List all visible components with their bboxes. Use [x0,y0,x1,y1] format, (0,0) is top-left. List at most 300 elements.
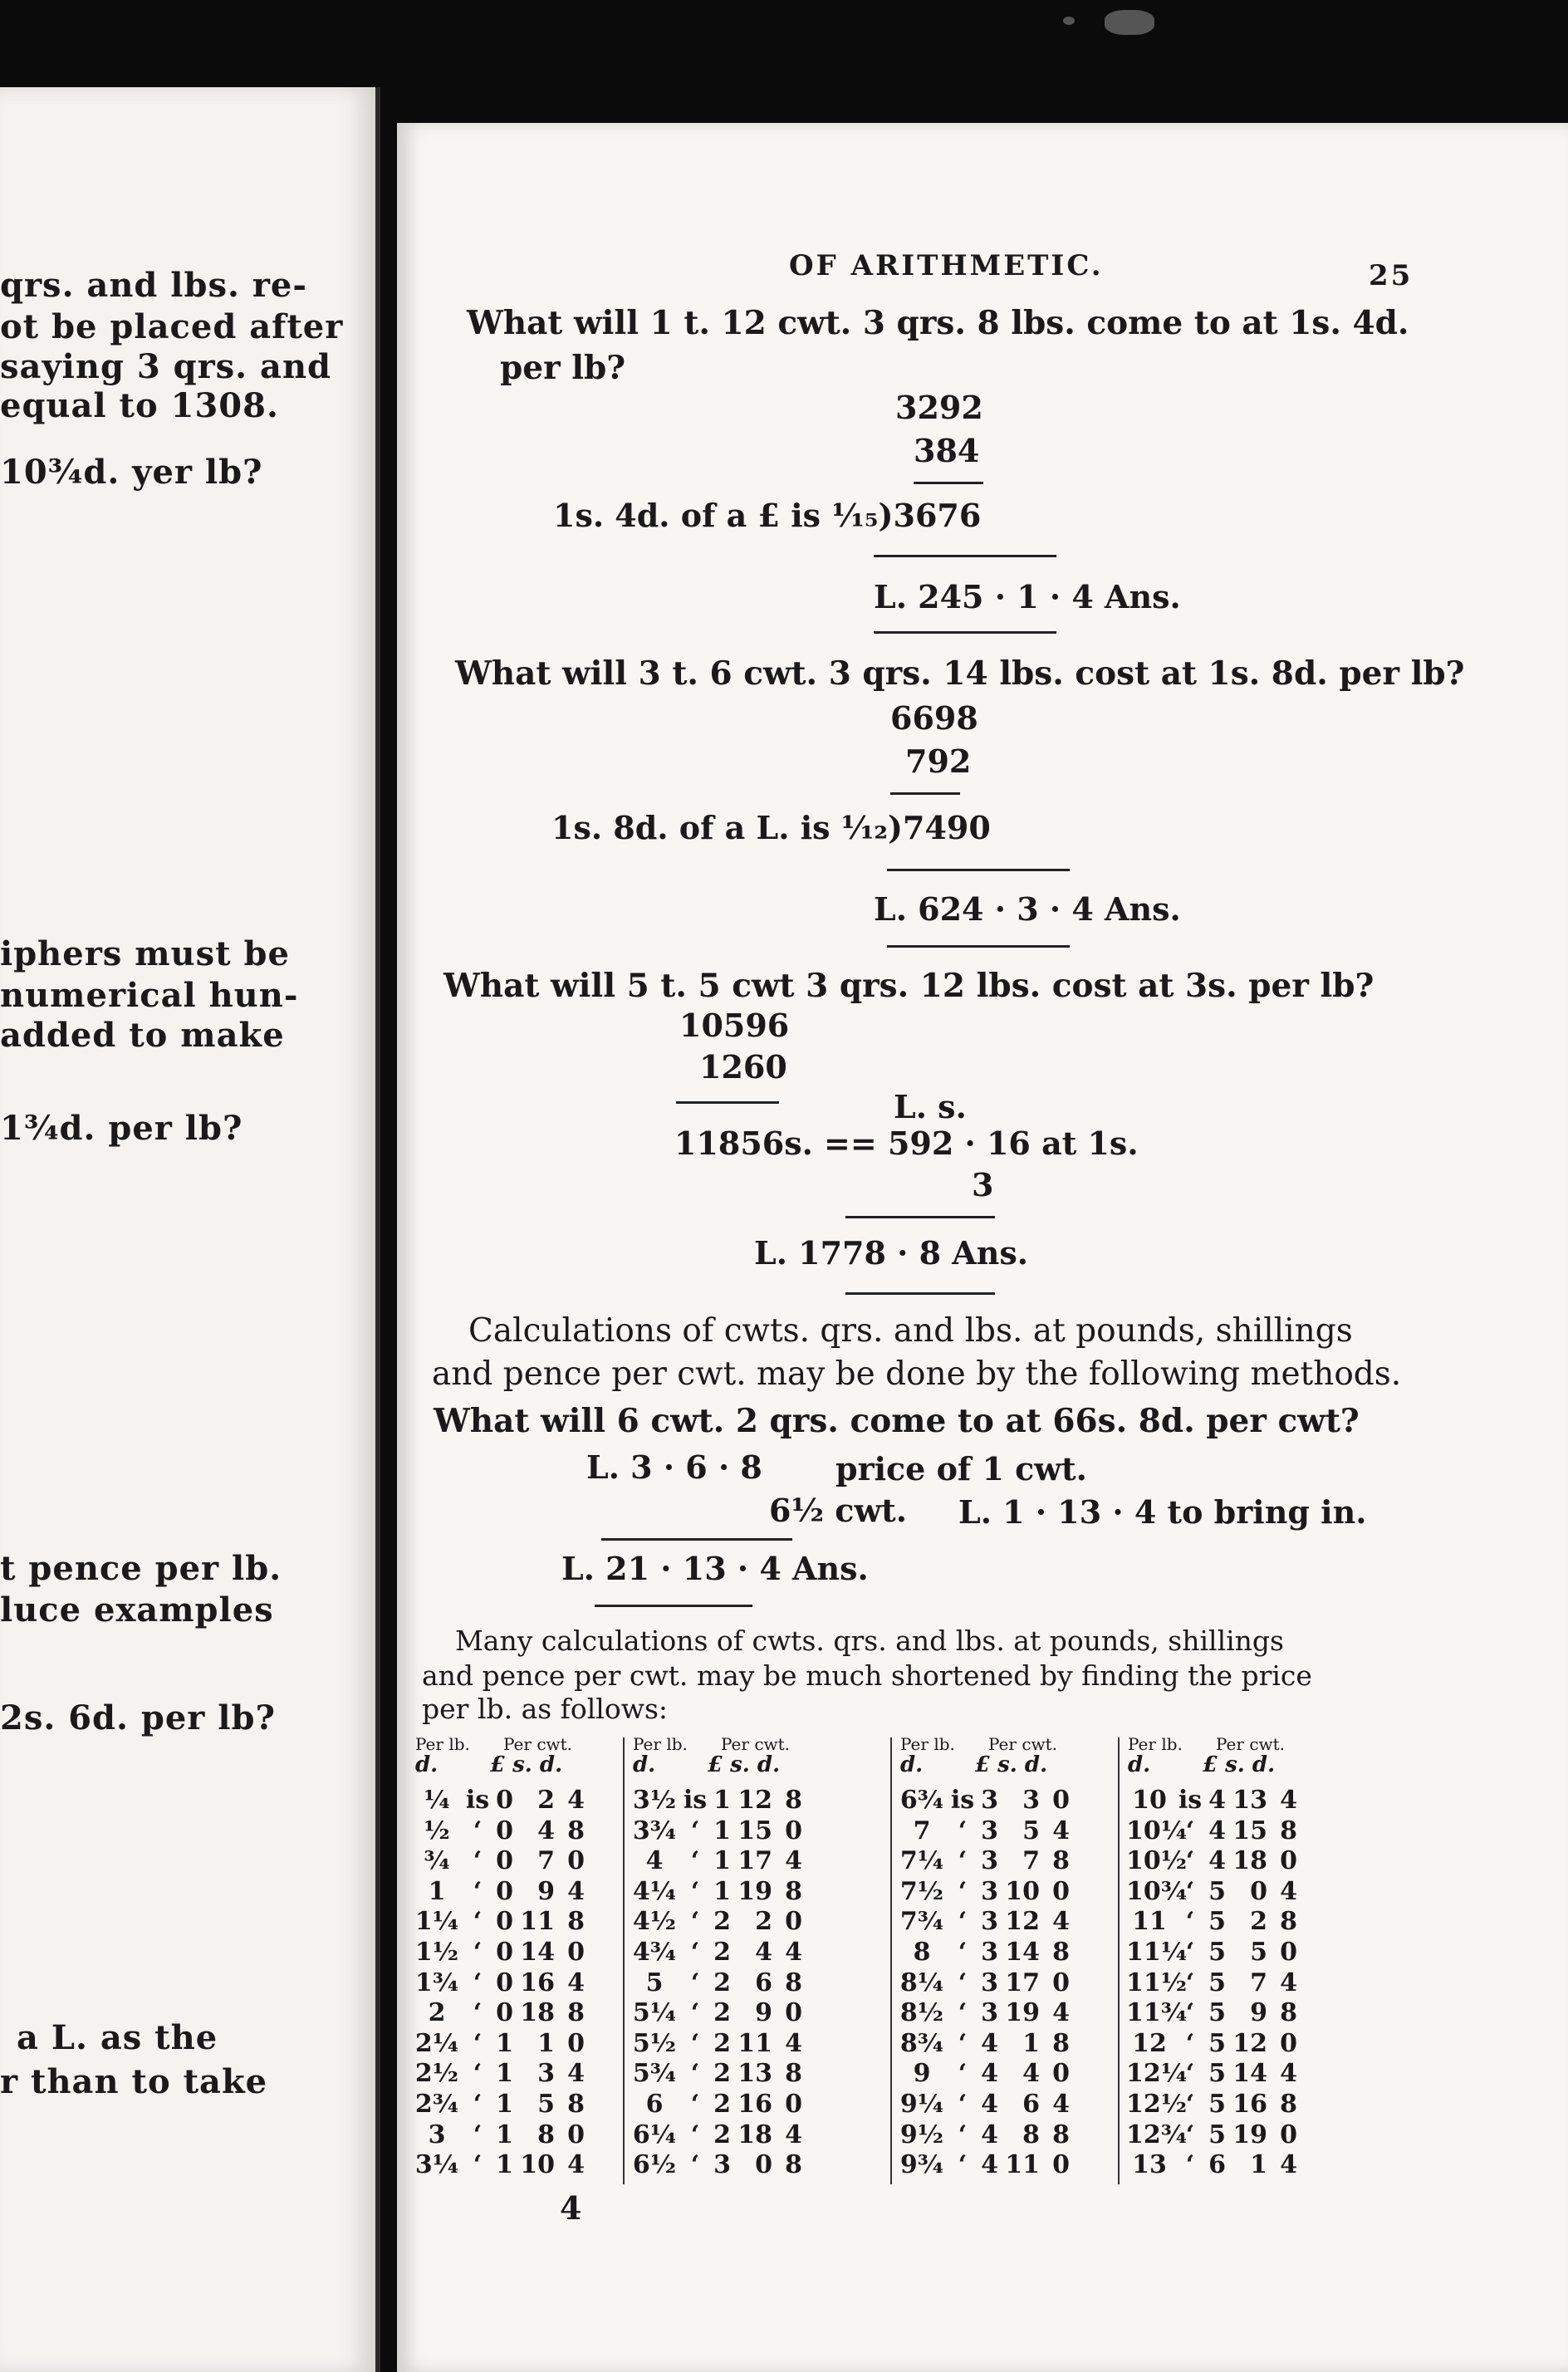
table-cell: 9 [537,1876,555,1906]
table-cell: 5 [1208,2059,1226,2089]
table-cell: ‘ [690,1876,700,1906]
table-cell: 3 [981,1816,998,1845]
table-cell: 10 [520,2150,555,2180]
running-header: OF ARITHMETIC. [789,249,1104,282]
table-cell: ‘ [473,1876,483,1906]
table-cell: 0 [1280,2028,1297,2058]
table-cell: 16 [737,2089,772,2119]
table-cell: 8 [1280,2089,1297,2119]
table-cell: is [1178,1786,1203,1815]
table-cell: 5 [1250,1937,1267,1967]
table-cell: ‘ [1185,1937,1195,1967]
table-column-mark [1178,1786,1203,2181]
table-cell: 18 [737,2120,772,2149]
table-cell: ¾ [424,1846,450,1876]
table-cell: ‘ [1185,1846,1195,1876]
table-cell: 6¾ [899,1786,944,1815]
table-cell: 8 [785,1968,802,1997]
table-divider [890,1737,892,2184]
table-cell: 5 [645,1968,664,1997]
left-line-9: 1¾d. per lb? [0,1109,243,1148]
table-cell: 8 [785,1876,802,1906]
right-page [397,123,1568,2372]
table-cell: 5 [1208,1907,1226,1937]
table-cell: ‘ [690,2089,700,2119]
table-cell: ‘ [958,1907,968,1937]
table-cell: 12 [1132,2028,1167,2058]
table-cell: 4 [981,2120,998,2149]
table-cell: 8 [913,1937,931,1967]
table-header-per-lb: Per lb. [415,1734,470,1754]
table-cell: 5¼ [632,1998,677,2028]
table-cell: 3 [537,2059,555,2089]
table-cell: 12 [1232,2028,1267,2058]
table-cell: 7¾ [899,1907,944,1937]
table-cell: 17 [1005,1968,1040,1997]
table-cell: 2 [428,1998,446,2028]
table-cell: 18 [1232,1846,1267,1876]
left-line-2: ot be placed after [0,307,344,346]
table-cell: 1¼ [414,1907,459,1937]
problem3-result: 11856s. == 592 · 16 at 1s. [674,1125,1139,1162]
table-cell: 16 [1232,2089,1267,2119]
table-cell: 0 [1280,2120,1297,2149]
table-cell: 1 [713,1786,731,1815]
problem1-question-line2: per lb? [500,349,626,387]
left-line-13: a L. as the [17,2018,218,2057]
table-cell: ¼ [424,1786,450,1815]
table-cell: 2 [713,1968,731,1997]
table-column-d [631,1786,678,2181]
table-cell: 0 [1280,1846,1297,1876]
table-cell: 3 [428,2120,446,2149]
table-cell: 7 [913,1816,931,1845]
table-cell: 2 [713,2028,731,2058]
table-column-s [736,1786,772,2181]
table-column-L [493,1786,513,2181]
table-cell: 9 [1250,1998,1267,2028]
problem4-line2-amount: 6½ cwt. [769,1492,907,1529]
table-cell: ‘ [958,2028,968,2058]
table-subheader-lsd: £ s. d. [1203,1752,1276,1777]
table-header-per-cwt: Per cwt. [503,1734,573,1754]
table-header-per-cwt: Per cwt. [721,1734,791,1754]
table-cell: 6 [1022,2089,1040,2119]
table-cell: 11 [1005,2150,1040,2180]
table-cell: 3 [981,1937,998,1967]
table-divider [1118,1737,1120,2184]
table-cell: 8 [1052,2028,1070,2058]
table-cell: 4 [981,2150,998,2180]
table-cell: ‘ [958,1937,968,1967]
table-cell: 8 [567,1907,585,1937]
table-column-dd [781,1786,802,2181]
table-cell: 0 [785,1816,802,1845]
table-cell: 0 [1052,1786,1070,1815]
table-column-d [899,1786,945,2181]
table-cell: 4 [1052,1998,1070,2028]
table-cell: ‘ [1185,2089,1195,2119]
table-cell: 8 [1052,2120,1070,2149]
table-cell: 7 [1250,1968,1267,1997]
table-cell: 2 [713,2089,731,2119]
table-cell: 0 [755,2150,772,2180]
problem3-number1: 10596 [679,1007,790,1044]
table-column-L [1206,1786,1226,2181]
problem2-division: 1s. 8d. of a L. is ¹⁄₁₂)7490 [551,809,991,846]
table-cell: ‘ [1185,1998,1195,2028]
table-cell: 19 [1005,1998,1040,2028]
left-line-4: equal to 1308. [0,386,279,425]
table-cell: 7 [537,1846,555,1876]
table-cell: 15 [737,1816,772,1845]
table-cell: 1 [713,1846,731,1876]
table-cell: 4 [1280,1876,1297,1906]
table-cell: 6¼ [632,2120,677,2149]
table-column-dd [563,1786,585,2181]
table-cell: 3 [981,1786,998,1815]
table-cell: 0 [496,1876,513,1906]
table-cell: 2¼ [414,2028,459,2058]
table-cell: 13 [737,2059,772,2089]
table-cell: 4 [567,1876,585,1906]
table-cell: ‘ [690,1816,700,1845]
table-cell: is [950,1786,975,1815]
table-cell: ‘ [1185,1876,1195,1906]
paragraph2-line1: Many calculations of cwts. qrs. and lbs. at pounds, shillings [455,1625,1284,1657]
problem1-question-line1: What will 1 t. 12 cwt. 3 qrs. 8 lbs. come to at 1s. 4d. [467,304,1409,342]
table-cell: 5 [1208,2120,1226,2149]
table-cell: 14 [1232,2059,1267,2089]
table-cell: 4 [1280,2150,1297,2180]
table-cell: 6 [755,1968,772,1997]
table-column-mark [950,1786,975,2181]
table-cell: 0 [496,1846,513,1876]
table-column-d [414,1786,460,2181]
table-cell: ‘ [958,2089,968,2119]
table-cell: 8¼ [899,1968,944,1997]
table-cell: 8 [1280,1816,1297,1845]
table-cell: 2 [713,2059,731,2089]
table-cell: 4 [1208,1846,1226,1876]
table-cell: ½ [424,1816,450,1845]
table-cell: 18 [520,1998,555,2028]
problem2-number2: 792 [905,742,972,780]
table-cell: ‘ [1185,1816,1195,1845]
table-cell: 1 [1022,2028,1040,2058]
table-cell: 4 [567,1786,585,1815]
table-cell: 1½ [414,1937,459,1967]
problem3-answer: L. 1778 · 8 Ans. [754,1234,1029,1272]
table-cell: 4 [785,2120,802,2149]
table-cell: 4 [567,2150,585,2180]
table-cell: 2 [713,1907,731,1937]
table-cell: ‘ [690,1846,700,1876]
table-cell: 4 [1208,1786,1226,1815]
table-subheader-lsd: £ s. d. [490,1752,563,1777]
table-cell: 12¾ [1126,2120,1188,2149]
paragraph2-line3: per lb. as follows: [422,1693,669,1725]
table-cell: 11¼ [1126,1937,1188,1967]
table-cell: 4 [1052,1907,1070,1937]
table-subheader-d: d. [415,1752,439,1777]
table-column-mark [465,1786,490,2181]
table-cell: 4 [1052,1816,1070,1845]
table-cell: 0 [496,1786,513,1815]
left-line-7: numerical hun- [0,976,299,1015]
table-cell: 1 [496,2089,513,2119]
table-subheader-lsd: £ s. d. [975,1752,1048,1777]
table-cell: 8 [567,1998,585,2028]
table-cell: 6 [645,2089,664,2119]
table-cell: ‘ [473,1907,483,1937]
table-cell: 7¼ [899,1846,944,1876]
table-cell: 8 [1052,1937,1070,1967]
table-cell: 13 [1132,2150,1167,2180]
table-cell: ‘ [473,2120,483,2149]
table-cell: ‘ [958,1998,968,2028]
page-number: 25 [1369,259,1414,292]
table-cell: ‘ [473,1937,483,1967]
table-subheader-d: d. [633,1752,656,1777]
problem1-division: 1s. 4d. of a £ is ¹⁄₁₅)3676 [553,497,982,534]
table-cell: 11¾ [1126,1998,1188,2028]
table-cell: 5 [537,2089,555,2119]
table-cell: 0 [1052,1876,1070,1906]
table-cell: ‘ [690,2059,700,2089]
table-cell: 4 [981,2028,998,2058]
table-cell: 2 [713,1998,731,2028]
table-column-d [1126,1786,1188,2181]
table-cell: 8 [537,2120,555,2149]
table-cell: 5½ [632,2028,677,2058]
table-cell: ‘ [1185,2120,1195,2149]
table-cell: 0 [496,1937,513,1967]
table-cell: 4 [1208,1816,1226,1845]
table-cell: ‘ [473,2089,483,2119]
problem2-question: What will 3 t. 6 cwt. 3 qrs. 14 lbs. cost at 1s. 8d. per lb? [455,654,1465,693]
table-cell: 4¾ [632,1937,677,1967]
table-cell: 8 [1280,1998,1297,2028]
table-column-s [518,1786,555,2181]
left-line-12: 2s. 6d. per lb? [0,1698,276,1737]
table-cell: 10 [1132,1786,1167,1815]
table-cell: 12 [737,1786,772,1815]
table-cell: 3¾ [632,1816,677,1845]
table-cell: ‘ [473,2028,483,2058]
table-cell: 4 [981,2059,998,2089]
table-cell: 3 [981,1998,998,2028]
table-cell: 8 [1022,2120,1040,2149]
table-cell: 8½ [899,1998,944,2028]
table-cell: 0 [496,1907,513,1937]
table-cell: 4 [1280,1786,1297,1815]
table-cell: ‘ [473,1968,483,1997]
table-cell: 0 [496,1816,513,1845]
table-cell: 4 [1280,2059,1297,2089]
table-column-s [1231,1786,1267,2181]
problem2-answer: L. 624 · 3 · 4 Ans. [874,890,1181,928]
table-cell: 6½ [632,2150,677,2180]
table-cell: 3½ [632,1786,677,1815]
left-line-5: 10¾d. yer lb? [0,453,263,492]
table-cell: 1¾ [414,1968,459,1997]
table-cell: ‘ [1185,2150,1195,2180]
problem4-line2-text: L. 1 · 13 · 4 to bring in. [958,1493,1367,1531]
table-cell: 1 [428,1876,446,1906]
table-cell: ‘ [1185,1907,1195,1937]
table-cell: 5 [1208,1937,1226,1967]
problem3-multiplier: 3 [972,1166,994,1203]
paragraph1-line2: and pence per cwt. may be done by the following methods. [432,1355,1402,1393]
problem3-number2: 1260 [699,1048,787,1086]
table-cell: ‘ [473,1998,483,2028]
table-cell: 0 [1052,2059,1070,2089]
table-cell: 9¾ [899,2150,944,2180]
table-cell: 0 [496,1998,513,2028]
table-cell: 4 [537,1816,555,1845]
problem2-number1: 6698 [890,699,978,737]
table-cell: 3 [981,1968,998,1997]
table-cell: 1 [713,1876,731,1906]
table-cell: 9½ [899,2120,944,2149]
table-cell: ‘ [1185,2059,1195,2089]
table-cell: 19 [737,1876,772,1906]
table-cell: 4 [567,2059,585,2089]
table-cell: 1 [496,2150,513,2180]
problem4-line1-amount: L. 3 · 6 · 8 [586,1448,762,1486]
table-cell: 9 [913,2059,931,2089]
table-cell: 0 [567,1937,585,1967]
table-cell: 7 [1022,1846,1040,1876]
table-cell: 12¼ [1126,2059,1188,2089]
table-cell: 1 [713,1816,731,1845]
table-cell: 14 [520,1937,555,1967]
table-cell: ‘ [1185,2028,1195,2058]
table-cell: 0 [1280,1937,1297,1967]
table-cell: 11 [1132,1907,1167,1937]
table-cell: ‘ [690,1968,700,1997]
problem4-question: What will 6 cwt. 2 qrs. come to at 66s. 8d. per cwt? [434,1402,1360,1440]
footer-signature-mark: 4 [560,2189,582,2227]
table-cell: 5 [1208,1968,1226,1997]
table-cell: 2½ [414,2059,459,2089]
left-line-14: r than to take [0,2062,268,2101]
table-cell: ‘ [690,1937,700,1967]
table-cell: is [465,1786,490,1815]
table-cell: 8 [785,2150,802,2180]
table-cell: ‘ [958,2150,968,2180]
background-speck [1105,10,1154,35]
table-cell: 12½ [1126,2089,1188,2119]
table-cell: 6 [1208,2150,1226,2180]
table-cell: 5 [1208,1998,1226,2028]
table-cell: 15 [1232,1816,1267,1845]
problem4-answer: L. 21 · 13 · 4 Ans. [561,1550,869,1587]
table-cell: 0 [785,1998,802,2028]
table-cell: ‘ [958,1876,968,1906]
table-cell: 4 [785,1937,802,1967]
table-cell: 10 [1005,1876,1040,1906]
table-cell: 8 [1280,1907,1297,1937]
table-cell: 0 [785,2089,802,2119]
table-cell: 2¾ [414,2089,459,2119]
table-cell: 10½ [1126,1846,1188,1876]
problem1-number1: 3292 [895,389,983,426]
table-cell: 14 [1005,1937,1040,1967]
table-cell: 3¼ [414,2150,459,2180]
table-subheader-d: d. [900,1752,924,1777]
paragraph1-line1: Calculations of cwts. qrs. and lbs. at pounds, shillings [468,1312,1353,1350]
table-cell: 0 [496,1968,513,1997]
table-cell: 3 [981,1907,998,1937]
table-cell: ‘ [958,1846,968,1876]
table-cell: 3 [1022,1786,1040,1815]
table-cell: 4 [785,2028,802,2058]
table-cell: 3 [713,2150,731,2180]
table-cell: 11½ [1126,1968,1188,1997]
table-cell: 0 [567,2028,585,2058]
table-divider [623,1737,625,2184]
table-cell: 0 [1052,1968,1070,1997]
table-cell: 1 [496,2120,513,2149]
table-cell: ‘ [690,2120,700,2149]
table-cell: 4 [1022,2059,1040,2089]
table-cell: 4 [645,1846,664,1876]
table-cell: 1 [496,2059,513,2089]
table-subheader-d: d. [1128,1752,1151,1777]
problem3-units: L. s. [894,1088,967,1125]
left-line-8: added to make [0,1016,285,1055]
table-subheader-lsd: £ s. d. [708,1752,781,1777]
table-cell: 3 [981,1846,998,1876]
table-cell: 0 [567,2120,585,2149]
table-cell: is [683,1786,708,1815]
table-cell: 19 [1232,2120,1267,2149]
table-cell: 2 [713,1937,731,1967]
table-cell: 5¾ [632,2059,677,2089]
table-column-mark [683,1786,708,2181]
table-column-s [1003,1786,1040,2181]
table-cell: 8¾ [899,2028,944,2058]
background-speck [1063,17,1075,25]
table-column-L [711,1786,731,2181]
table-cell: 4¼ [632,1876,677,1906]
table-cell: ‘ [958,2059,968,2089]
table-cell: ‘ [690,2028,700,2058]
table-cell: ‘ [473,1816,483,1845]
left-line-3: saying 3 qrs. and [0,347,331,386]
problem4-line1-text: price of 1 cwt. [835,1450,1087,1487]
table-cell: 0 [785,1907,802,1937]
table-cell: 4 [755,1937,772,1967]
table-header-per-cwt: Per cwt. [988,1734,1058,1754]
table-column-L [978,1786,998,2181]
table-header-per-lb: Per lb. [1128,1734,1183,1754]
problem1-answer: L. 245 · 1 · 4 Ans. [874,578,1181,615]
table-cell: 2 [755,1907,772,1937]
table-cell: 5 [1208,1876,1226,1906]
table-cell: 8 [785,2059,802,2089]
table-cell: 10¼ [1126,1816,1188,1845]
table-cell: ‘ [473,2059,483,2089]
table-cell: 4 [785,1846,802,1876]
table-column-dd [1276,1786,1297,2181]
table-cell: 4 [1052,2089,1070,2119]
table-cell: ‘ [690,1998,700,2028]
table-cell: 2 [537,1786,555,1815]
left-line-1: qrs. and lbs. re- [0,266,307,305]
